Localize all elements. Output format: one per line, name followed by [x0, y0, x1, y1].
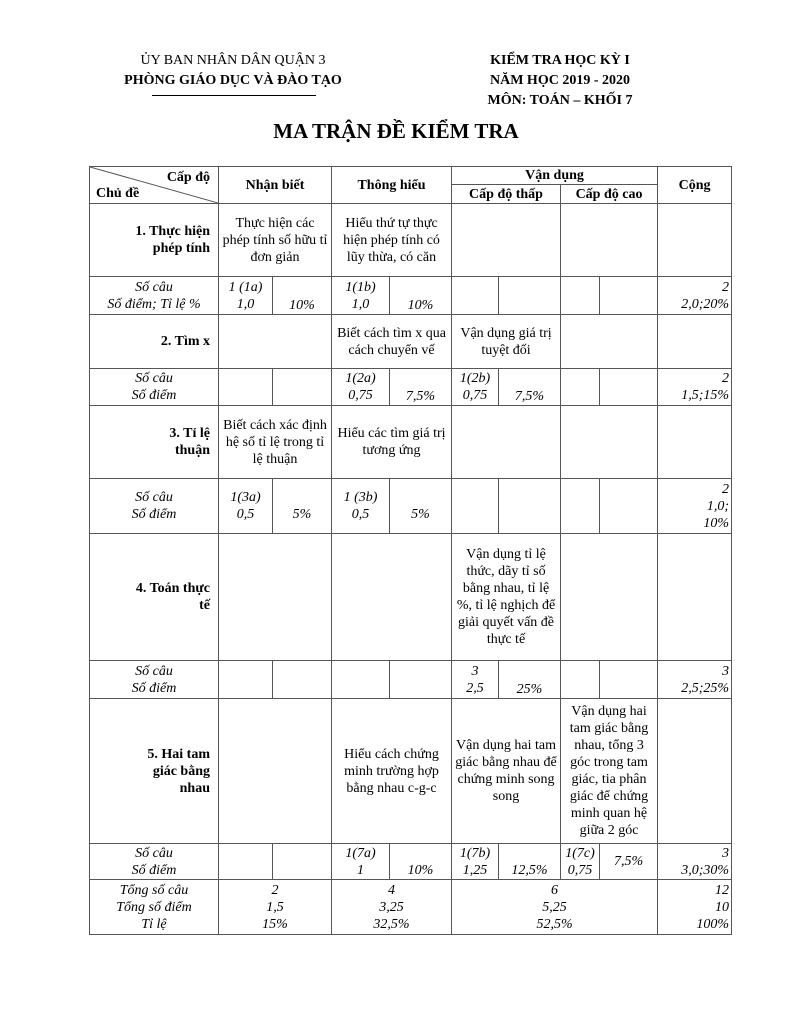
topic-5-stat-label: Số câu Số điểm [90, 844, 219, 880]
topic-5-nb-percent [273, 844, 332, 880]
topic-3-cap-do-thap [452, 406, 561, 479]
topic-4-th-percent [390, 661, 452, 699]
topic-3-vdc-percent [600, 479, 658, 534]
topic-5-vdt-count: 1(7b) 1,25 [452, 844, 499, 880]
topic-1-cap-do-thap [452, 204, 561, 277]
topic-2-stat-label: Số câu Số điểm [90, 369, 219, 406]
topic-2-cap-do-cao [561, 315, 658, 369]
topic-1-th-count: 1(1b) 1,0 [332, 277, 390, 315]
topic-2-name: 2. Tìm x [90, 315, 219, 369]
topic-3-total: 2 1,0; 10% [658, 479, 732, 534]
topic-5-cap-do-cao: Vận dụng hai tam giác bằng nhau, tổng 3 góc trong tam giác, tia phân giác để chứng minh quan hệ giữa 2 góc [561, 699, 658, 844]
subject-grade: MÔN: TOÁN – KHỐI 7 [487, 93, 633, 108]
col-van-dung: Vận dụng [452, 167, 658, 185]
topic-5-total: 3 3,0;30% [658, 844, 732, 880]
topic-3-th-percent: 5% [390, 479, 452, 534]
topic-1-th-percent: 10% [390, 277, 452, 315]
topic-5-th-count: 1(7a) 1 [332, 844, 390, 880]
col-cong: Cộng [658, 167, 732, 204]
topic-2-nb-percent [273, 369, 332, 406]
topic-4-nb-count [219, 661, 273, 699]
topic-1-vdc-count [561, 277, 600, 315]
topic-1-nhan-biet: Thực hiện các phép tính số hữu tỉ đơn giản [219, 204, 332, 277]
topic-5-th-percent: 10% [390, 844, 452, 880]
col-cap-do-cao: Cấp độ cao [561, 185, 658, 204]
topic-4-thong-hieu [332, 534, 452, 661]
topic-5-name: 5. Hai tam giác bằng nhau [90, 699, 219, 844]
topic-2-nb-count [219, 369, 273, 406]
topic-5-vdc-percent: 7,5% [600, 844, 658, 880]
summary-thong-hieu: 4 3,25 32,5% [332, 880, 452, 935]
topic-5-nb-count [219, 844, 273, 880]
topic-1-stat-label: Số câu Số điểm; Tỉ lệ % [90, 277, 219, 315]
topic-3-nb-percent: 5% [273, 479, 332, 534]
topic-5-vdc-count: 1(7c) 0,75 [561, 844, 600, 880]
topic-2-vdc-count [561, 369, 600, 406]
topic-3-th-count: 1 (3b) 0,5 [332, 479, 390, 534]
topic-2-cap-do-thap: Vận dụng giá trị tuyệt đối [452, 315, 561, 369]
corner-level-label: Cấp độ [166, 170, 210, 185]
topic-3-vdt-count [452, 479, 499, 534]
topic-2-total: 2 1,5;15% [658, 369, 732, 406]
topic-1-nb-count: 1 (1a) 1,0 [219, 277, 273, 315]
summary-label: Tổng số câu Tổng số điểm Tỉ lệ [90, 880, 219, 935]
topic-2-vdc-percent [600, 369, 658, 406]
exam-name: KIỂM TRA HỌC KỲ I [490, 53, 630, 68]
education-department: PHÒNG GIÁO DỤC VÀ ĐÀO TẠO [124, 73, 342, 88]
col-thong-hieu: Thông hiểu [332, 167, 452, 204]
topic-5-vdt-percent: 12,5% [499, 844, 561, 880]
topic-1-total: 2 2,0;20% [658, 277, 732, 315]
topic-4-cong [658, 534, 732, 661]
topic-4-total: 3 2,5;25% [658, 661, 732, 699]
header-right [440, 51, 680, 111]
col-cap-do-thap: Cấp độ thấp [452, 185, 561, 204]
topic-1-thong-hieu: Hiểu thứ tự thực hiện phép tính có lũy thừa, có căn [332, 204, 452, 277]
topic-3-cap-do-cao [561, 406, 658, 479]
topic-4-cap-do-cao [561, 534, 658, 661]
topic-4-name: 4. Toán thực tế [90, 534, 219, 661]
topic-1-vdt-percent [499, 277, 561, 315]
topic-3-stat-label: Số câu Số điểm [90, 479, 219, 534]
topic-2-nhan-biet [219, 315, 332, 369]
topic-5-cong [658, 699, 732, 844]
topic-4-vdt-count: 3 2,5 [452, 661, 499, 699]
page-title: MA TRẬN ĐỀ KIỂM TRA [273, 119, 519, 143]
exam-matrix-table [89, 166, 732, 935]
topic-1-vdt-count [452, 277, 499, 315]
topic-1-cap-do-cao [561, 204, 658, 277]
topic-3-thong-hieu: Hiểu các tìm giá trị tương ứng [332, 406, 452, 479]
topic-3-name: 3. Tỉ lệ thuận [90, 406, 219, 479]
topic-4-vdc-percent [600, 661, 658, 699]
topic-2-th-percent: 7,5% [390, 369, 452, 406]
topic-4-th-count [332, 661, 390, 699]
topic-4-nhan-biet [219, 534, 332, 661]
summary-van-dung: 6 5,25 52,5% [452, 880, 658, 935]
topic-3-cong [658, 406, 732, 479]
topic-3-nhan-biet: Biết cách xác định hệ số tỉ lệ trong tỉ lệ thuận [219, 406, 332, 479]
topic-3-vdt-percent [499, 479, 561, 534]
topic-4-vdt-percent: 25% [499, 661, 561, 699]
col-nhan-biet: Nhận biết [219, 167, 332, 204]
topic-5-nhan-biet [219, 699, 332, 844]
summary-nhan-biet: 2 1,5 15% [219, 880, 332, 935]
corner-cell [90, 167, 219, 204]
topic-1-vdc-percent [600, 277, 658, 315]
topic-4-nb-percent [273, 661, 332, 699]
topic-2-vdt-count: 1(2b) 0,75 [452, 369, 499, 406]
topic-5-thong-hieu: Hiểu cách chứng minh trường hợp bằng nhau c-g-c [332, 699, 452, 844]
summary-total: 12 10 100% [658, 880, 732, 935]
topic-3-vdc-count [561, 479, 600, 534]
topic-1-cong [658, 204, 732, 277]
header-left [96, 51, 370, 91]
header-underline [152, 95, 316, 96]
topic-2-th-count: 1(2a) 0,75 [332, 369, 390, 406]
topic-1-name: 1. Thực hiện phép tính [90, 204, 219, 277]
topic-4-vdc-count [561, 661, 600, 699]
topic-4-stat-label: Số câu Số điểm [90, 661, 219, 699]
topic-2-cong [658, 315, 732, 369]
topic-4-cap-do-thap: Vận dụng tỉ lệ thức, dãy tỉ số bằng nhau, tỉ lệ %, tỉ lệ nghịch để giải quyết vấn đề thực tế [452, 534, 561, 661]
corner-topic-label: Chủ đề [96, 186, 140, 201]
topic-3-nb-count: 1(3a) 0,5 [219, 479, 273, 534]
topic-1-nb-percent: 10% [273, 277, 332, 315]
topic-2-vdt-percent: 7,5% [499, 369, 561, 406]
district-committee: ỦY BAN NHÂN DÂN QUẬN 3 [140, 53, 326, 68]
topic-2-thong-hieu: Biết cách tìm x qua cách chuyển vế [332, 315, 452, 369]
school-year: NĂM HỌC 2019 - 2020 [490, 73, 630, 88]
topic-5-cap-do-thap: Vận dụng hai tam giác bằng nhau để chứng minh song song [452, 699, 561, 844]
